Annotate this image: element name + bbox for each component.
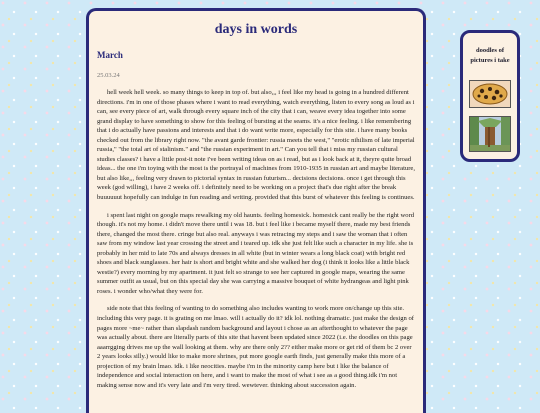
page-title: days in words — [214, 22, 298, 37]
entry-date: 25.03.24 — [97, 72, 120, 79]
cookie-doodle-image[interactable] — [469, 80, 511, 108]
entry-paragraph: side note that this feeling of wanting to do something also includes wanting to work more on/change up this site. including this very page. it is grating on me lmao. will i actually do it? idk lol. nothing dramatic. just make the design of pages more ~me~ rather than slapdash random background and layout i chose as an afterthought to whatever the page was actually about. there are literally parts of this site that havent been updated since 2022 (i.e. the doodles on this page aaarrgging drives me up the wall looking at them. why are there only 2?? either make more or get rid of them bc 2 over 2 years looks silly.) would like to make more shrines, put more google earth finds, just generally make this more of a projection of my brain lmao. idk. i like neocities. maybe i'm in the minority camp here but i like the balance of independence and social interaction on here, and i want to make the most of what i see as a good thing.idk i'm not making sense now and it's very late and i'm very tired. wewtever. thinking about succession again. — [97, 305, 414, 389]
entry-paragraph: i spent last night on google maps rewalking my old haunts. feeling homesick. homesick cant really be the right word though. it's not my home. i didn't move there until i was 18. but i feel like i became myself there, made my best friends there, changed the most there. cringe but also real. anyways i was retracing my steps and i saw the woman that i often saw from my window last year crossing the street and i teared up. idk she just felt like such a character in my life. she is probably in her mid to late 70s and always dresses in all white (but in winter wears a long black coat) with bright red shoes and black sunglasses. her hair is short and bright white and she walked her dog (i think it looks like a little black westie?) every morning by my apartment. it just felt so strange to see her captured in google maps, wearing the same summer outfit as usual, but on this special day she was carrying a massive bouquet of white hydrangeas and light pink roses. i wonder who/what they were for. — [97, 211, 415, 295]
doodles-title: doodles of pictures i take — [470, 47, 510, 65]
journal-panel — [86, 8, 426, 413]
entry-paragraph: hell week hell week. so many things to keep in top of. but also,,, i feel like my head is going in a hundred different directions. i'm in one of those phases where i want to read everything, watch everything, listen to every song as loud as i can, see every piece of art, walk through every square inch of the city that i can, weave every idea together into some grand display to have something to show for this feeling of bursting at the seams. it's a nice feeling. i like remembering that i do actually have passions and interests and that i do want write more, especially for this site. i have many books checked out from the library right now. "the avant garde frontier: russia meets the west," "erotic nihilism of late imperial russia," "the total art of stalinism." and "the russian experiment in art." Can you tell that i miss my russian cultural studies classes? i have a little post-it note i've been writing ideas on as i read, but as i look back at it, theyre quite broad ideas... the one i'm toying with the most is the portrayal of machines from 1910-1935 in russian art and maybe literature, but also like,,, feeling very drawn to pictorial syntax in russian futurism... decisions decisions. once i get through this week (god willing), i have 2 weeks off. i definitely need to be working on a project that's due right after the break buuuuuut hopefully can indulge in fun reading and writing. provided that this burst of whatever this feeling is continues. — [97, 89, 415, 202]
section-heading: March — [97, 50, 123, 60]
tree-doodle-icon — [470, 117, 510, 151]
tree-doodle-image[interactable] — [469, 116, 511, 152]
doodles-panel — [460, 30, 520, 162]
cookie-doodle-icon — [470, 81, 510, 107]
